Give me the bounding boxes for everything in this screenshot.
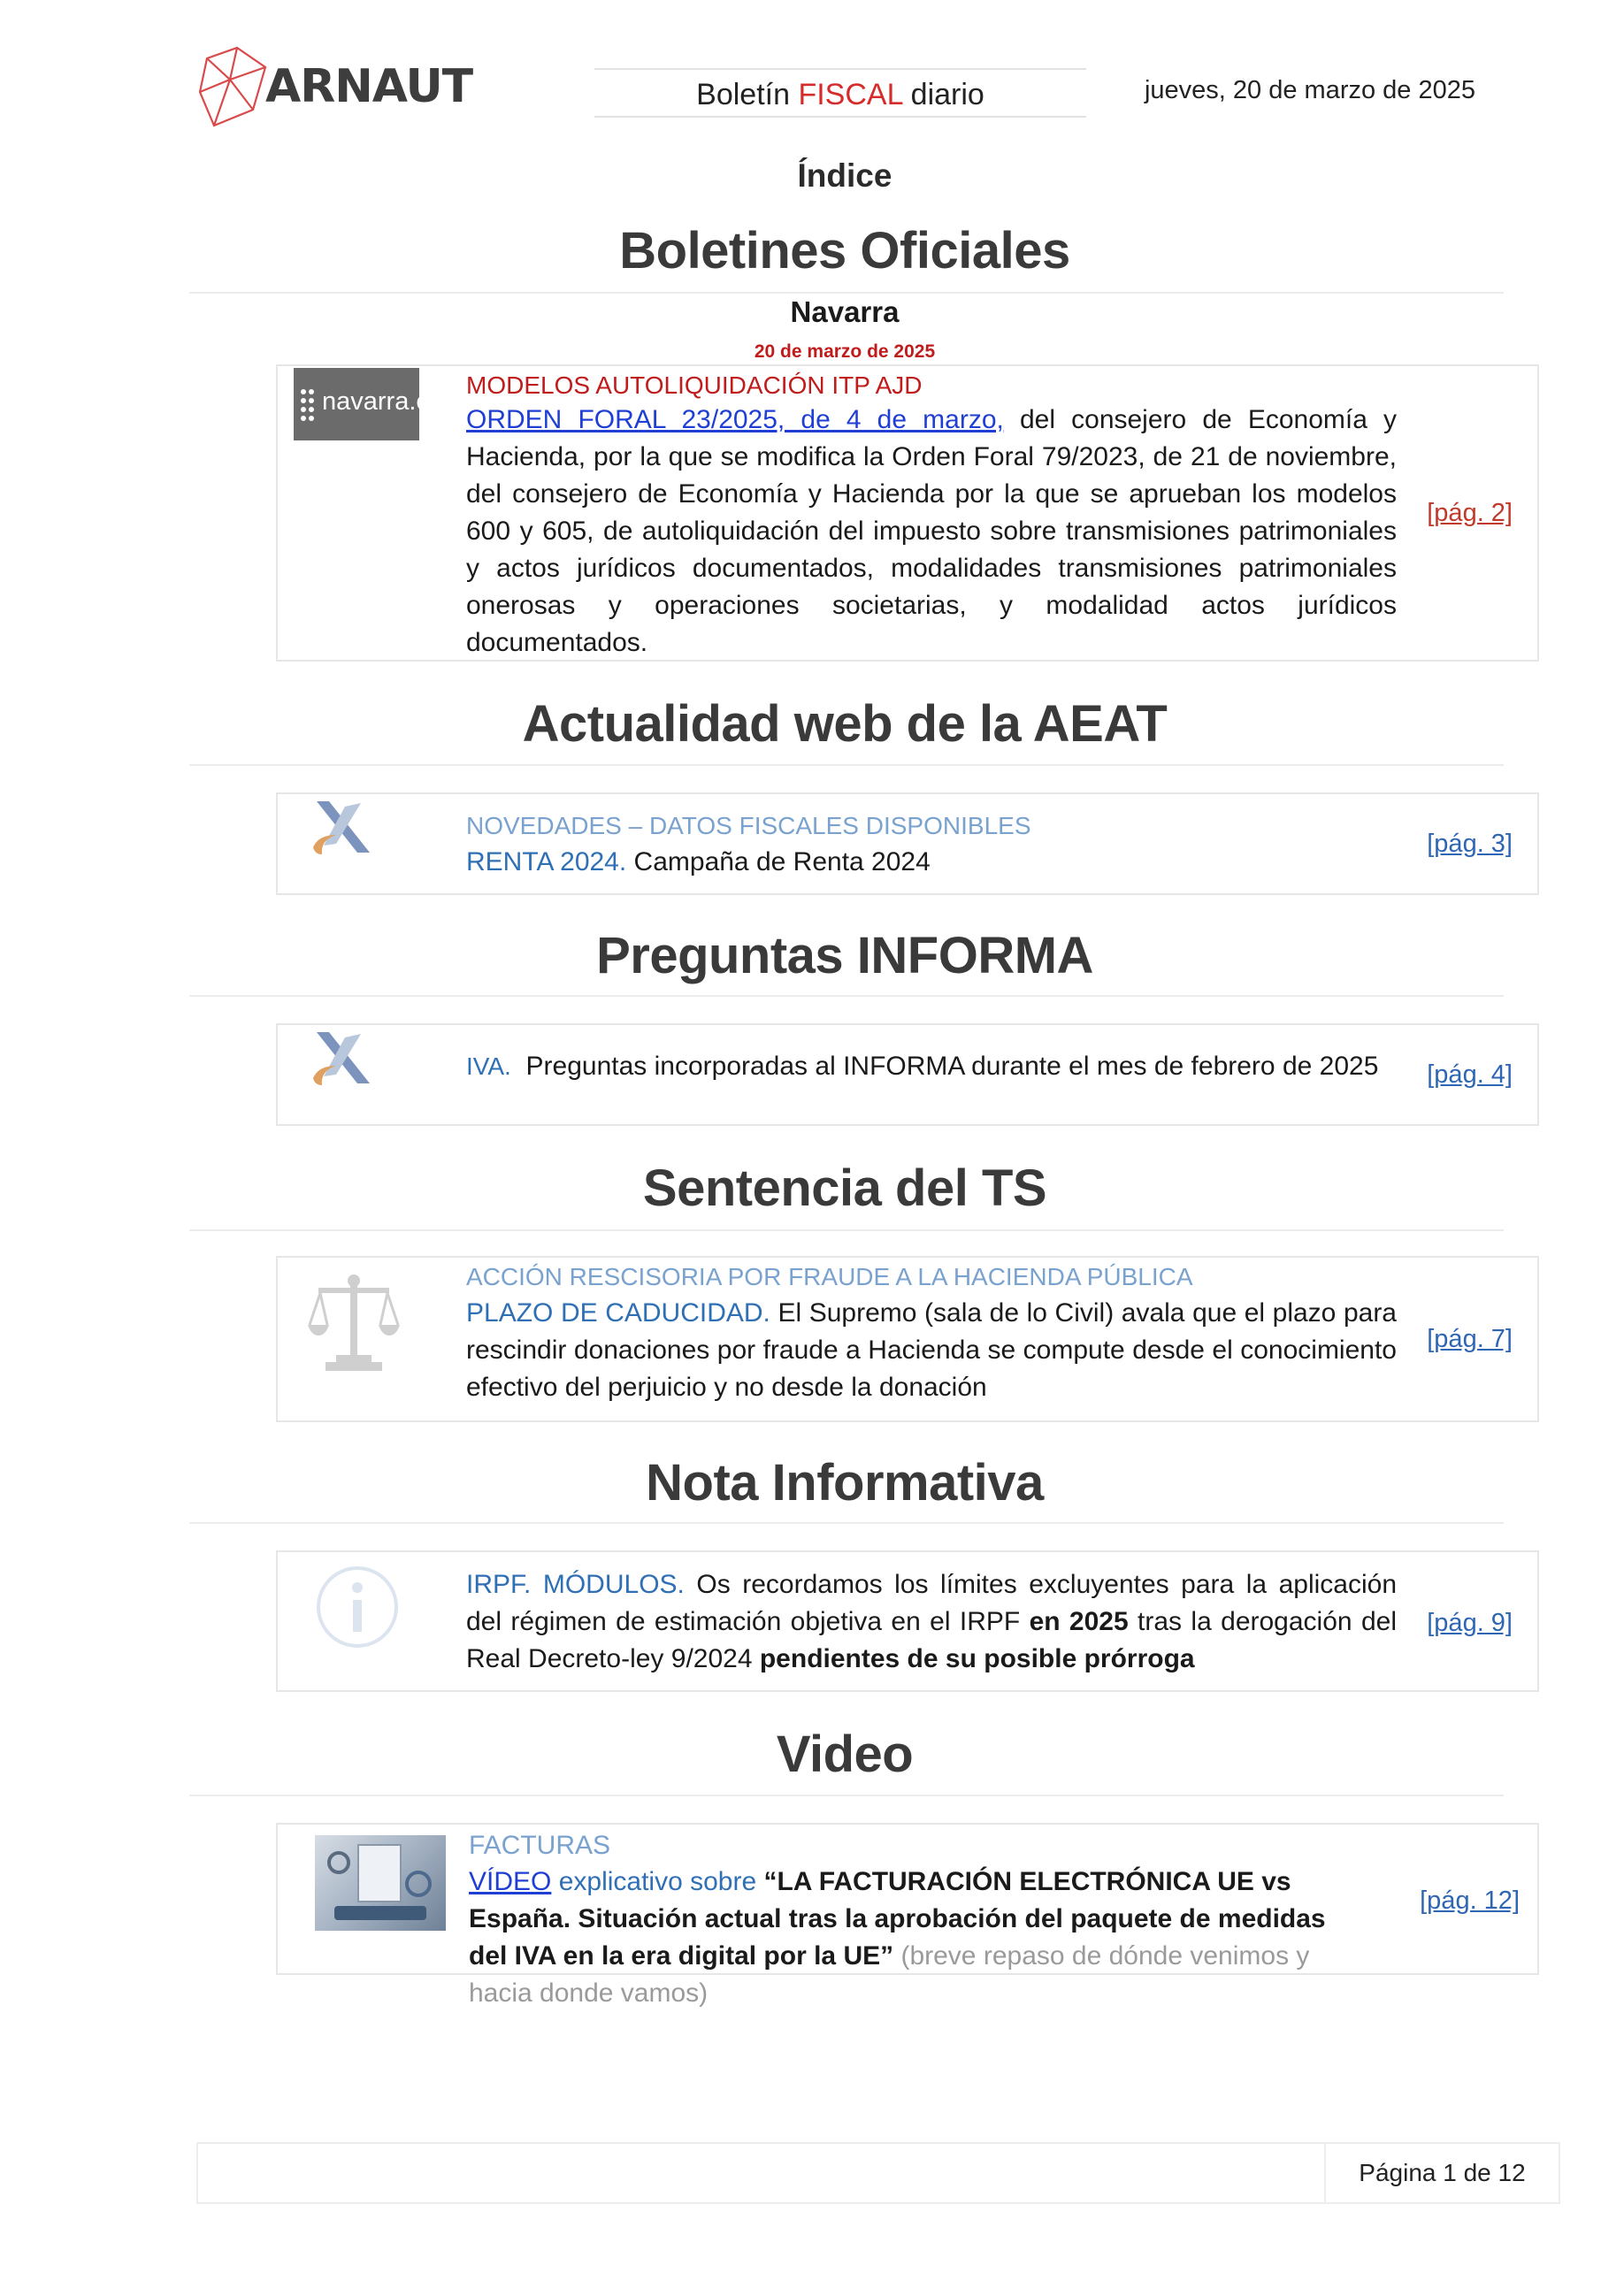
card-description-2: tras la derogación del Real Decreto-ley 9/2024: [466, 1607, 1397, 1673]
card-informa: [276, 1023, 1539, 1126]
laptop-icon: [334, 1906, 426, 1920]
page-link[interactable]: [pág. 7]: [1427, 1325, 1513, 1353]
card-lead: PLAZO DE CADUCIDAD.: [466, 1298, 770, 1328]
card-lead: IRPF. MÓDULOS.: [466, 1570, 685, 1599]
scales-icon: [301, 1270, 407, 1376]
card-category: MODELOS AUTOLIQUIDACIÓN ITP AJD: [466, 371, 923, 399]
bulletin-title: [594, 68, 1086, 118]
info-icon: [315, 1565, 400, 1649]
bulletin-prefix: Boletín: [696, 78, 799, 111]
video-thumbnail[interactable]: [315, 1835, 446, 1931]
card-body: [466, 1566, 1397, 1678]
navarra-logo-icon: [294, 368, 444, 440]
card-text: [466, 844, 1397, 881]
index-heading: Índice: [797, 157, 892, 194]
card-body: [466, 1259, 1397, 1406]
arnaut-crystal-icon: [196, 41, 271, 129]
region-date: 20 de marzo de 2025: [754, 341, 936, 362]
section-divider: [189, 292, 1504, 294]
orden-foral-link[interactable]: ORDEN FORAL 23/2025, de 4 de marzo,: [466, 405, 1004, 434]
section-title-informa: Preguntas INFORMA: [596, 927, 1093, 984]
card-text: [466, 1048, 1397, 1085]
card-text: [469, 1864, 1353, 2012]
card-category: NOVEDADES – DATOS FISCALES DISPONIBLES: [466, 812, 1031, 839]
card-lead: IVA.: [466, 1052, 511, 1080]
brand-name: ARNAUT: [265, 60, 473, 113]
card-description: Os recordamos los límites excluyentes para la aplicación del régimen de estimación objetiva en el IRPF: [466, 1570, 1398, 1636]
card-sentencia: [276, 1256, 1539, 1422]
card-description: Campaña de Renta 2024: [626, 847, 931, 876]
card-video: [276, 1823, 1539, 2008]
card-text: [466, 402, 1397, 662]
card-lead: explicativo sobre: [551, 1867, 764, 1896]
arnaut-logo: [196, 41, 473, 129]
header-date: jueves, 20 de marzo de 2025: [1144, 76, 1475, 104]
section-title-nota: Nota Informativa: [646, 1454, 1044, 1512]
section-title-boletines: Boletines Oficiales: [619, 222, 1070, 279]
section-divider: [189, 995, 1504, 997]
section-divider: [189, 1795, 1504, 1796]
page-link[interactable]: [pág. 9]: [1427, 1609, 1513, 1637]
card-text: [466, 1566, 1397, 1678]
page-link[interactable]: [pág. 4]: [1427, 1060, 1513, 1089]
document-icon: [357, 1844, 402, 1902]
card-lead: RENTA 2024.: [466, 847, 627, 876]
video-title: “LA FACTURACIÓN ELECTRÓNICA UE vs España. Situación actual tras la aprobación del paquete de medidas del IVA en la era digital por la UE”: [469, 1867, 1326, 1971]
navarra-logo-text: navarra.es: [322, 387, 444, 416]
card-body: [466, 808, 1397, 881]
aeat-logo-icon: [310, 800, 377, 856]
card-description: Preguntas incorporadas al INFORMA durante el mes de febrero de 2025: [510, 1052, 1379, 1081]
section-divider: [189, 764, 1504, 766]
section-title-aeat: Actualidad web de la AEAT: [522, 695, 1168, 753]
card-body: [466, 370, 1397, 662]
page-link[interactable]: [pág. 3]: [1427, 830, 1513, 858]
card-description: El Supremo (sala de lo Civil) avala que el plazo para rescindir donaciones por fraude a Hacienda se compute desde el conocimiento efectivo del perjuicio y no desde la donación: [466, 1298, 1397, 1402]
card-aeat: [276, 792, 1539, 895]
gear-icon: [405, 1871, 432, 1897]
section-divider: [189, 1229, 1504, 1231]
bulletin-fiscal: FISCAL: [798, 78, 903, 111]
page-number: Página 1 de 12: [1324, 2144, 1559, 2202]
region-title: Navarra: [790, 295, 900, 328]
card-description: del consejero de Economía y Hacienda, por la que se modifica la Orden Foral 79/2023, de 21 de noviembre, del consejero de Economía y Hacienda por la que se aprueban los modelos 600 y 605, de autoliquidación del impuesto sobre transmisiones patrimoniales y actos jurídicos documentados, modalidades transmisiones patrimoniales onerosas y operaciones societarias, y modalidad actos jurídicos documentados.: [466, 405, 1398, 657]
section-title-video: Video: [776, 1726, 914, 1783]
card-bold-note: pendientes de su posible prórroga: [759, 1644, 1195, 1673]
page-link[interactable]: [pág. 2]: [1427, 499, 1513, 527]
card-nota: [276, 1550, 1539, 1692]
video-note: (breve repaso de dónde venimos y hacia donde vamos): [469, 1941, 1310, 2008]
card-body: [469, 1828, 1353, 2012]
aeat-logo-icon: [310, 1030, 377, 1087]
gear-icon: [327, 1851, 350, 1874]
card-body: [466, 1048, 1397, 1085]
bulletin-suffix: diario: [902, 78, 984, 111]
video-link[interactable]: VÍDEO: [469, 1867, 552, 1896]
card-text: [466, 1295, 1397, 1406]
section-divider: [189, 1522, 1504, 1524]
card-category: FACTURAS: [469, 1831, 611, 1860]
section-title-sentencia: Sentencia del TS: [642, 1159, 1047, 1217]
card-category: ACCIÓN RESCISORIA POR FRAUDE A LA HACIENDA PÚBLICA: [466, 1263, 1193, 1290]
dots-icon: [301, 389, 320, 421]
card-bold-year: en 2025: [1029, 1607, 1129, 1636]
page-footer: [196, 2142, 1560, 2204]
page-link[interactable]: [pág. 12]: [1420, 1887, 1520, 1915]
card-navarra: [276, 364, 1539, 662]
